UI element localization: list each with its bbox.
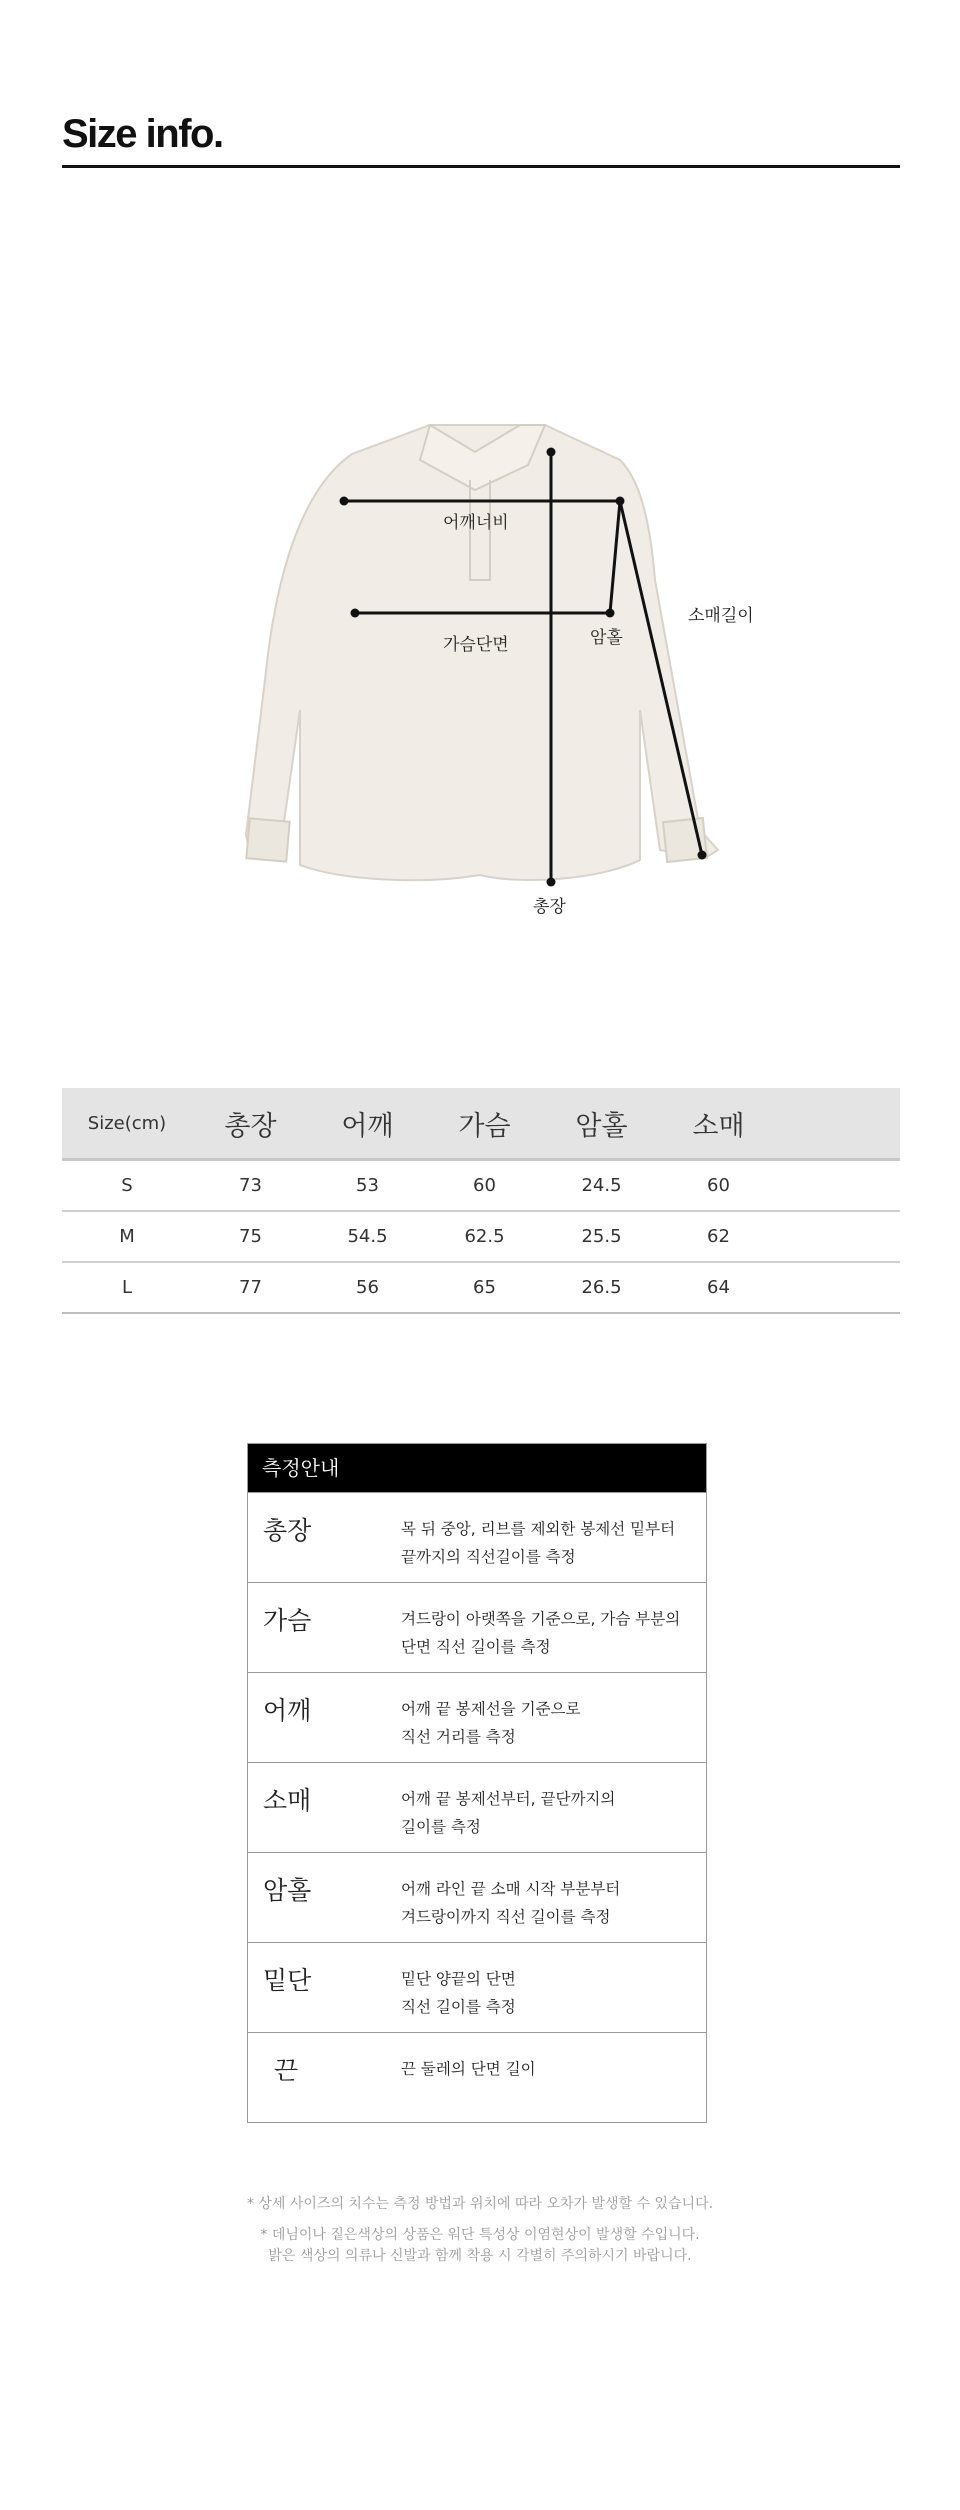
table-row <box>62 1211 900 1262</box>
table-cell-spacer <box>777 1160 900 1212</box>
length-end-dot <box>547 878 556 887</box>
header-size: Size(cm) <box>62 1088 192 1160</box>
guide-description: 어깨 끝 봉제선부터, 끝단까지의 길이를 측정 <box>401 1790 616 1836</box>
size-table <box>62 1088 900 1314</box>
table-cell-spacer <box>777 1262 900 1313</box>
length-start-dot <box>547 448 556 457</box>
size-table-header <box>62 1088 900 1160</box>
guide-row <box>248 1582 706 1672</box>
sleeve-label: 소매길이 <box>688 606 754 626</box>
table-cell: 53 <box>309 1160 426 1212</box>
guide-description: 어깨 라인 끝 소매 시작 부분부터 겨드랑이까지 직선 길이를 측정 <box>401 1880 621 1926</box>
guide-term: 밑단 <box>263 1966 312 1995</box>
notes <box>0 2194 960 2267</box>
note-line: * 데님이나 짙은색상의 상품은 워단 특성상 이염현상이 발생할 수입니다. 밝은 색상의 의류나 신발과 함께 착용 시 각별히 주의하시기 바랍니다. <box>260 2227 700 2264</box>
guide-term: 끈 <box>274 2056 299 2085</box>
table-cell: 26.5 <box>543 1262 660 1313</box>
guide-row <box>248 2032 706 2122</box>
table-cell: 64 <box>660 1262 777 1313</box>
guide-description: 끈 둘레의 단면 길이 <box>401 2060 536 2078</box>
table-cell: 60 <box>426 1160 543 1212</box>
length-label: 총장 <box>533 897 566 917</box>
table-cell: 65 <box>426 1262 543 1313</box>
guide-term: 어깨 <box>263 1696 312 1725</box>
header-shoulder: 어깨 <box>309 1088 426 1160</box>
table-cell: 62 <box>660 1211 777 1262</box>
header-armhole: 암홀 <box>543 1088 660 1160</box>
table-cell: S <box>62 1160 192 1212</box>
table-cell: 56 <box>309 1262 426 1313</box>
guide-description: 밑단 양끝의 단면 직선 길이를 측정 <box>401 1970 516 2016</box>
guide-row <box>248 1762 706 1852</box>
table-row <box>62 1262 900 1313</box>
measurement-guide <box>247 1443 707 2123</box>
header-length: 총장 <box>192 1088 309 1160</box>
guide-row <box>248 1852 706 1942</box>
table-cell: M <box>62 1211 192 1262</box>
table-cell: 62.5 <box>426 1211 543 1262</box>
guide-description: 겨드랑이 아랫쪽을 기준으로, 가슴 부분의 단면 직선 길이를 측정 <box>401 1610 681 1656</box>
guide-row <box>248 1942 706 2032</box>
table-cell: 24.5 <box>543 1160 660 1212</box>
note-line: * 상세 사이즈의 치수는 측정 방법과 위치에 따라 오차가 발생할 수 있습니다. <box>246 2196 714 2212</box>
table-cell: 25.5 <box>543 1211 660 1262</box>
guide-term: 가슴 <box>263 1606 312 1635</box>
title-divider <box>62 165 900 168</box>
guide-title: 측정안내 <box>248 1444 706 1492</box>
header-chest: 가슴 <box>426 1088 543 1160</box>
guide-row <box>248 1492 706 1582</box>
measurement-diagram <box>0 380 960 940</box>
chest-start-dot <box>351 609 360 618</box>
header-sleeve: 소매 <box>660 1088 777 1160</box>
table-row <box>62 1160 900 1212</box>
guide-term: 총장 <box>263 1516 312 1545</box>
sleeve-end-dot <box>698 851 707 860</box>
table-cell: 54.5 <box>309 1211 426 1262</box>
table-cell: 75 <box>192 1211 309 1262</box>
table-cell: 77 <box>192 1262 309 1313</box>
guide-description: 목 뒤 중앙, 리브를 제외한 봉제선 밑부터 끝까지의 직선길이를 측정 <box>401 1520 676 1566</box>
table-cell: 60 <box>660 1160 777 1212</box>
table-cell: 73 <box>192 1160 309 1212</box>
guide-term: 소매 <box>263 1786 312 1815</box>
shoulder-start-dot <box>340 497 349 506</box>
guide-term: 암홀 <box>263 1876 312 1905</box>
armhole-label: 암홀 <box>590 628 623 648</box>
header-spacer <box>777 1088 900 1160</box>
left-cuff <box>246 818 289 861</box>
shirt-illustration <box>0 380 960 940</box>
table-cell: L <box>62 1262 192 1313</box>
shoulder-label: 어깨너비 <box>443 513 509 533</box>
page-title: Size info. <box>62 112 223 156</box>
table-cell-spacer <box>777 1211 900 1262</box>
guide-row <box>248 1672 706 1762</box>
guide-description: 어깨 끝 봉제선을 기준으로 직선 거리를 측정 <box>401 1700 581 1746</box>
chest-label: 가슴단면 <box>443 635 509 655</box>
